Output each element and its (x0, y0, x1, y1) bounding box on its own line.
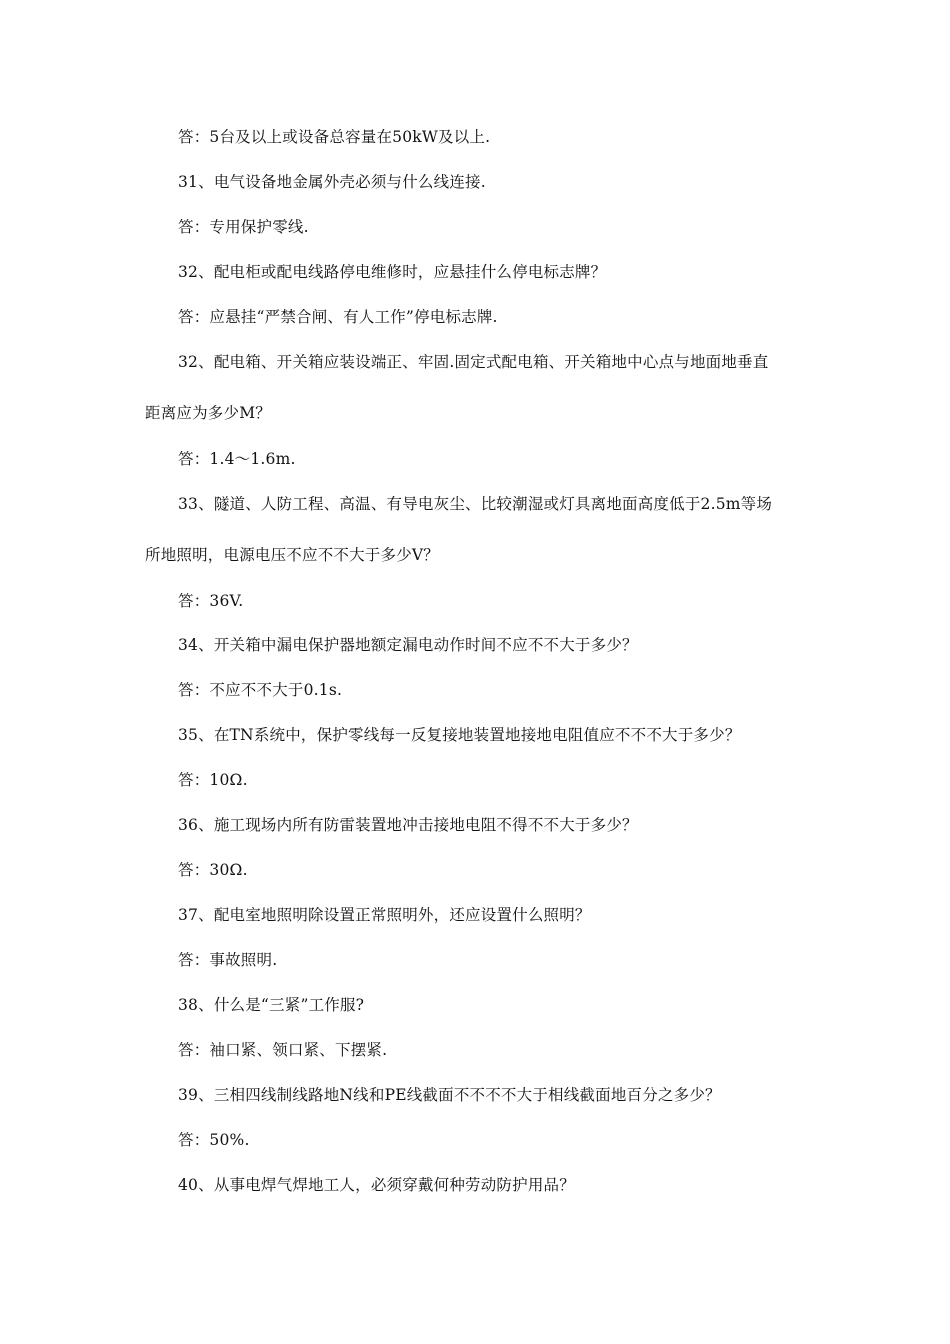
answer-32b: 答：1.4～1.6m. (178, 450, 296, 468)
question-32a: 32、配电柜或配电线路停电维修时，应悬挂什么停电标志牌？ (178, 263, 607, 281)
answer-36: 答：30Ω. (178, 861, 248, 879)
answer-39: 答：50%. (178, 1131, 250, 1149)
question-38: 38、什么是“三紧”工作服? (178, 996, 365, 1014)
answer-32a: 答：应悬挂“严禁合闸、有人工作”停电标志牌. (178, 308, 498, 326)
question-37: 37、配电室地照明除设置正常照明外，还应设置什么照明？ (178, 906, 591, 924)
question-31: 31、电气设备地金属外壳必须与什么线连接. (178, 173, 486, 191)
question-36: 36、施工现场内所有防雷装置地冲击接地电阻不得不不大于多少？ (178, 816, 638, 834)
answer-37: 答：事故照明. (178, 951, 278, 969)
answer-34: 答：不应不不大于0.1s. (178, 681, 343, 699)
answer-33: 答：36V. (178, 592, 244, 610)
answer-38: 答：袖口紧、领口紧、下摆紧. (178, 1041, 388, 1059)
question-32b: 32、配电箱、开关箱应装设端正、牢固.固定式配电箱、开关箱地中心点与地面地垂直 (178, 353, 769, 371)
question-32b-continued: 距离应为多少M？ (145, 404, 271, 422)
answer-35: 答：10Ω. (178, 771, 248, 789)
question-40: 40、从事电焊气焊地工人，必须穿戴何种劳动防护用品？ (178, 1176, 575, 1194)
question-33-continued: 所地照明，电源电压不应不不大于多少V？ (145, 546, 439, 564)
question-33: 33、隧道、人防工程、高温、有导电灰尘、比较潮湿或灯具离地面高度低于2.5m等场 (178, 495, 773, 513)
question-39: 39、三相四线制线路地N线和PE线截面不不不不大于相线截面地百分之多少？ (178, 1086, 721, 1104)
answer-30: 答：5台及以上或设备总容量在50kW及以上. (178, 128, 491, 146)
question-35: 35、在TN系统中，保护零线每一反复接地装置地接地电阻值应不不不大于多少？ (178, 726, 741, 744)
question-34: 34、开关箱中漏电保护器地额定漏电动作时间不应不不大于多少？ (178, 636, 638, 654)
answer-31: 答：专用保护零线. (178, 218, 309, 236)
